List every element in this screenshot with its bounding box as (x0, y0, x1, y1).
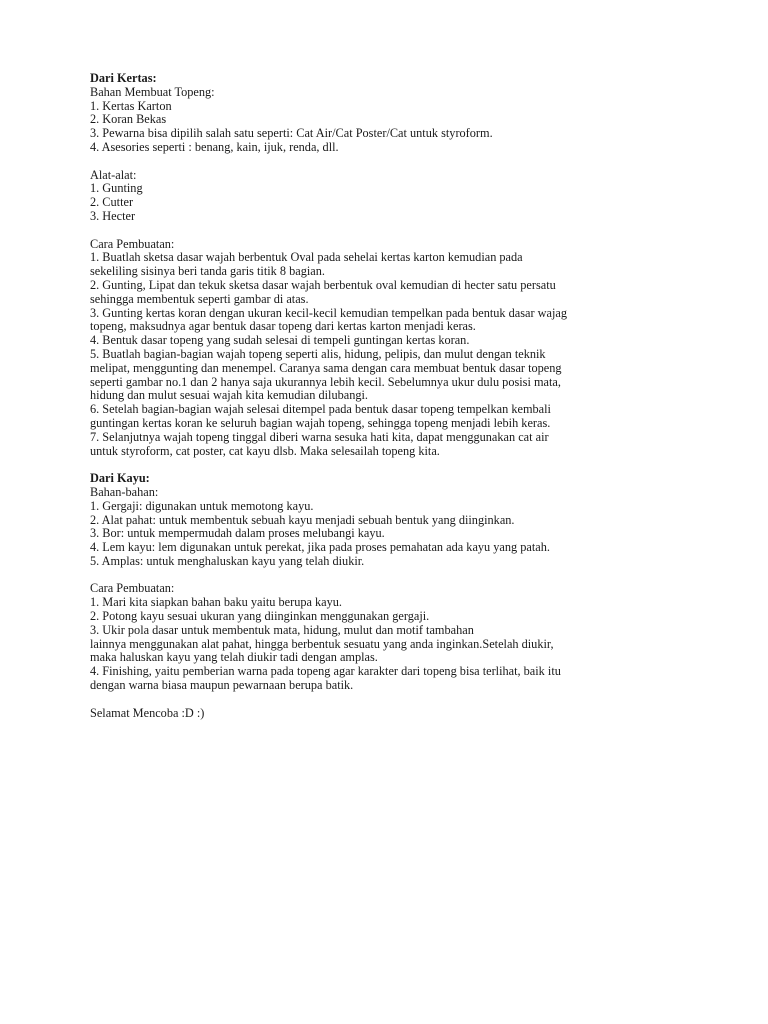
bahan-heading-kayu: Bahan-bahan: (90, 484, 159, 499)
step-line: 3. Ukir pola dasar untuk membentuk mata, hidung, mulut dan motif tambahan (90, 622, 474, 637)
spacer (90, 693, 690, 707)
step-line: seperti gambar no.1 dan 2 hanya saja ukurannya lebih kecil. Sebelumnya ukur dulu posisi mata, (90, 374, 561, 389)
step-line: 7. Selanjutnya wajah topeng tinggal diberi warna sesuka hati kita, dapat menggunakan cat air (90, 429, 549, 444)
bahan-list-kertas (90, 100, 690, 155)
spacer (90, 155, 690, 169)
list-item: 3. Hecter (90, 208, 136, 223)
bahan-list-kayu (90, 500, 690, 569)
step-line: sehingga membentuk seperti gambar di atas. (90, 291, 309, 306)
step-line: 6. Setelah bagian-bagian wajah selesai ditempel pada bentuk dasar topeng tempelkan kembali (90, 402, 551, 417)
section-title-kertas: Dari Kertas: (90, 71, 157, 85)
step-line: topeng, maksudnya agar bentuk dasar topeng dari kertas karton menjadi keras. (90, 319, 476, 334)
step-line: 4. Finishing, yaitu pemberian warna pada topeng agar karakter dari topeng bisa terlihat, baik itu (90, 664, 561, 679)
step-line: hidung dan mulut sesuai wajah kita kemudian dilubangi. (90, 388, 368, 403)
step-line: 3. Gunting kertas koran dengan ukuran kecil-kecil kemudian tempelkan pada bentuk dasar wajag (90, 305, 568, 320)
step-line: 5. Buatlah bagian-bagian wajah topeng seperti alis, hidung, pelipis, dan mulut dengan teknik (90, 346, 546, 361)
step-line: untuk styroform, cat poster, cat kayu dlsb. Maka selesailah topeng kita. (90, 443, 440, 458)
bahan-heading-kertas: Bahan Membuat Topeng: (90, 84, 215, 99)
step-line: lainnya menggunakan alat pahat, hingga berbentuk sesuatu yang anda inginkan.Setelah diukir, (90, 636, 554, 651)
section-kertas (90, 72, 690, 458)
step-line: 4. Bentuk dasar topeng yang sudah selesai di tempeli guntingan kertas koran. (90, 333, 470, 348)
list-item: 2. Koran Bekas (90, 112, 167, 127)
alat-heading-kertas: Alat-alat: (90, 167, 137, 182)
step-line: 2. Potong kayu sesuai ukuran yang diinginkan menggunakan gergaji. (90, 609, 430, 624)
cara-steps-kayu (90, 596, 690, 693)
section-kayu (90, 472, 690, 693)
list-item: 2. Alat pahat: untuk membentuk sebuah kayu menjadi sebuah bentuk yang diinginkan. (90, 512, 515, 527)
spacer (90, 224, 690, 238)
step-line: melipat, menggunting dan menempel. Caranya sama dengan cara membuat bentuk dasar topeng (90, 360, 562, 375)
spacer (90, 458, 690, 472)
list-item: 3. Bor: untuk mempermudah dalam proses melubangi kayu. (90, 526, 385, 541)
list-item: 2. Cutter (90, 195, 134, 210)
step-line: guntingan kertas koran ke seluruh bagian wajah topeng, sehingga topeng menjadi lebih keras. (90, 415, 551, 430)
step-line: 2. Gunting, Lipat dan tekuk sketsa dasar wajah berbentuk oval kemudian di hecter satu persatu (90, 277, 556, 292)
step-line: sekeliling sisinya beri tanda garis titik 8 bagian. (90, 264, 325, 279)
cara-heading-kayu: Cara Pembuatan: (90, 581, 175, 596)
spacer (90, 569, 690, 583)
cara-heading-kertas: Cara Pembuatan: (90, 236, 175, 251)
cara-steps-kertas (90, 251, 690, 458)
alat-list-kertas (90, 182, 690, 223)
list-item: 4. Asesories seperti : benang, kain, ijuk, renda, dll. (90, 139, 339, 154)
list-item: 1. Gergaji: digunakan untuk memotong kayu. (90, 498, 314, 513)
step-line: dengan warna biasa maupun pewarnaan berupa batik. (90, 678, 354, 693)
list-item: 5. Amplas: untuk menghaluskan kayu yang telah diukir. (90, 553, 365, 568)
list-item: 3. Pewarna bisa dipilih salah satu seperti: Cat Air/Cat Poster/Cat untuk styroform. (90, 126, 493, 141)
list-item: 4. Lem kayu: lem digunakan untuk perekat, jika pada proses pemahatan ada kayu yang patah. (90, 540, 550, 555)
list-item: 1. Kertas Karton (90, 98, 172, 113)
document-page (90, 72, 690, 720)
section-title-kayu: Dari Kayu: (90, 471, 150, 486)
step-line: 1. Mari kita siapkan bahan baku yaitu berupa kayu. (90, 595, 343, 610)
list-item: 1. Gunting (90, 181, 143, 196)
step-line: maka haluskan kayu yang telah diukir tadi dengan amplas. (90, 650, 378, 665)
step-line: 1. Buatlah sketsa dasar wajah berbentuk Oval pada sehelai kertas karton kemudian pada (90, 250, 523, 265)
closing-text: Selamat Mencoba :D :) (90, 705, 205, 720)
